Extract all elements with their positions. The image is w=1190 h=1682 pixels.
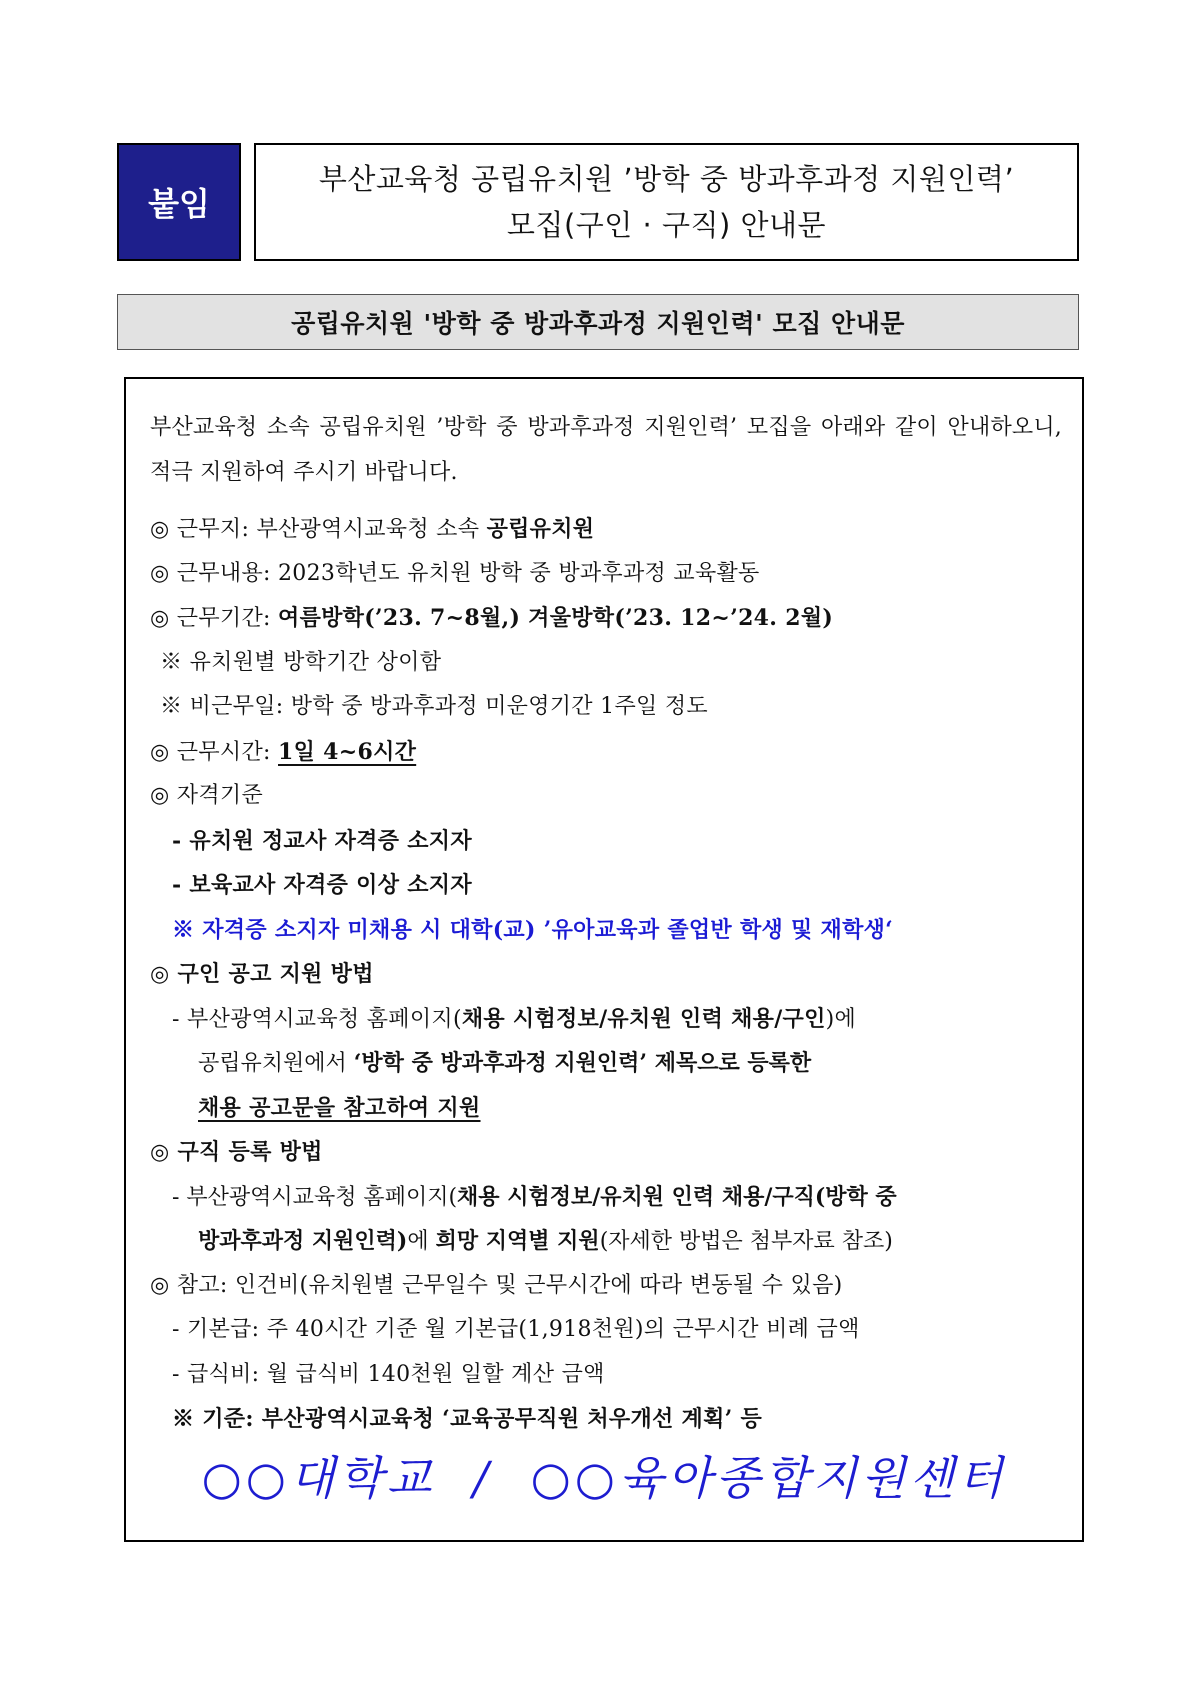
jobseek-menu-path-end: 방과후과정 지원인력): [198, 1228, 408, 1254]
document-title-line2: 모집(구인 · 구직) 안내문: [506, 208, 827, 242]
qualification-item-teacher: - 유치원 정교사 자격증 소지자: [172, 827, 472, 854]
recruit-instruction: 채용 공고문을 참고하여 지원: [198, 1094, 481, 1121]
section-subheading: [117, 294, 1079, 350]
recruit-line3: [150, 1086, 1062, 1131]
recruit-line2-text: 공립유치원에서: [198, 1051, 354, 1076]
workplace-label: ◎ 근무지: 부산광역시교육청 소속: [150, 517, 487, 542]
reference-meal-allowance: - 급식비: 월 급식비 140천원 일할 계산 금액: [172, 1361, 605, 1387]
jobseek-region-emphasis: 희망 지역별 지원: [435, 1228, 600, 1254]
recruit-line2: [150, 1041, 1062, 1086]
subheading-text: 공립유치원 '방학 중 방과후과정 지원인력' 모집 안내문: [291, 309, 905, 338]
work-hours-line: [150, 730, 1062, 775]
qualification-note: ※ 자격증 소지자 미채용 시 대학(교) ’유아교육과 졸업반 학생 및 재학생‘: [172, 916, 894, 943]
document-title: [254, 143, 1079, 261]
note-non-working-days: ※ 비근무일: 방학 중 방과후과정 미운영기간 1주일 정도: [160, 694, 708, 719]
recruit-line1: [150, 997, 1062, 1042]
recruit-menu-path: 채용 시험정보/유치원 인력 채용/구인: [461, 1005, 826, 1032]
jobseek-reference-note: (자세한 방법은 첨부자료 참조): [599, 1229, 893, 1254]
reference-base-pay: - 기본급: 주 40시간 기준 월 기본급(1,918천원)의 근무시간 비례 금액: [172, 1317, 860, 1342]
issuer-childcare-center: ○○육아종합지원센터: [530, 1451, 1007, 1505]
work-hours-label: ◎ 근무시간:: [150, 739, 279, 765]
jobseek-menu-path: 채용 시험정보/유치원 인력 채용/구직(방학 중: [457, 1183, 897, 1210]
notice-content: [150, 405, 1062, 1442]
attachment-tag: [117, 143, 241, 261]
jobseek-line2: [150, 1219, 1062, 1264]
reference-basis: ※ 기준: 부산광역시교육청 ‘교육공무직원 처우개선 계획’ 등: [172, 1406, 763, 1432]
qualification-item-childcare: - 보육교사 자격증 이상 소지자: [172, 872, 472, 898]
jobseek-line1-text: - 부산광역시교육청 홈페이지(: [172, 1184, 458, 1210]
note-vacation-period: ※ 유치원별 방학기간 상이함: [160, 649, 442, 675]
recruit-title-emphasis: ‘방학 중 방과후과정 지원인력’ 제목으로 등록한: [353, 1050, 812, 1076]
workplace-line: [150, 507, 1062, 552]
reference-heading: ◎ 참고: 인건비(유치원별 근무일수 및 근무시간에 따라 변동될 수 있음): [150, 1272, 843, 1298]
recruit-heading: ◎ 구인 공고 지원 방법: [150, 961, 374, 987]
notice-body: [124, 377, 1084, 1542]
document-title-line1: 부산교육청 공립유치원 ’방학 중 방과후과정 지원인력’: [318, 162, 1015, 196]
jobseek-heading: ◎ 구직 등록 방법: [150, 1139, 323, 1165]
jobseek-line2-text: 에: [407, 1229, 436, 1254]
workplace-value: 공립유치원: [486, 516, 595, 542]
work-period-label: ◎ 근무기간:: [150, 606, 279, 631]
work-content-line: ◎ 근무내용: 2023학년도 유치원 방학 중 방과후과정 교육활동: [150, 560, 760, 586]
work-period-value: 여름방학(’23. 7~8월,) 겨울방학(’23. 12~’24. 2월): [278, 605, 834, 631]
jobseek-line1: [150, 1175, 1062, 1220]
issuer-signature: [126, 1442, 1082, 1508]
issuer-university: ○○대학교: [201, 1451, 436, 1505]
recruit-line1-text: - 부산광역시교육청 홈페이지(: [172, 1006, 462, 1032]
recruit-line1-end: )에: [825, 1006, 857, 1032]
attachment-tag-label: 붙임: [148, 185, 210, 223]
work-hours-value: 1일 4~6시간: [278, 738, 417, 765]
work-period-line: [150, 596, 1062, 641]
issuer-separator: /: [473, 1451, 493, 1505]
intro-paragraph: 부산교육청 소속 공립유치원 ’방학 중 방과후과정 지원인력’ 모집을 아래와 같이 안내하오니, 적극 지원하여 주시기 바랍니다.: [150, 415, 1062, 485]
qualification-heading: ◎ 자격기준: [150, 783, 263, 808]
